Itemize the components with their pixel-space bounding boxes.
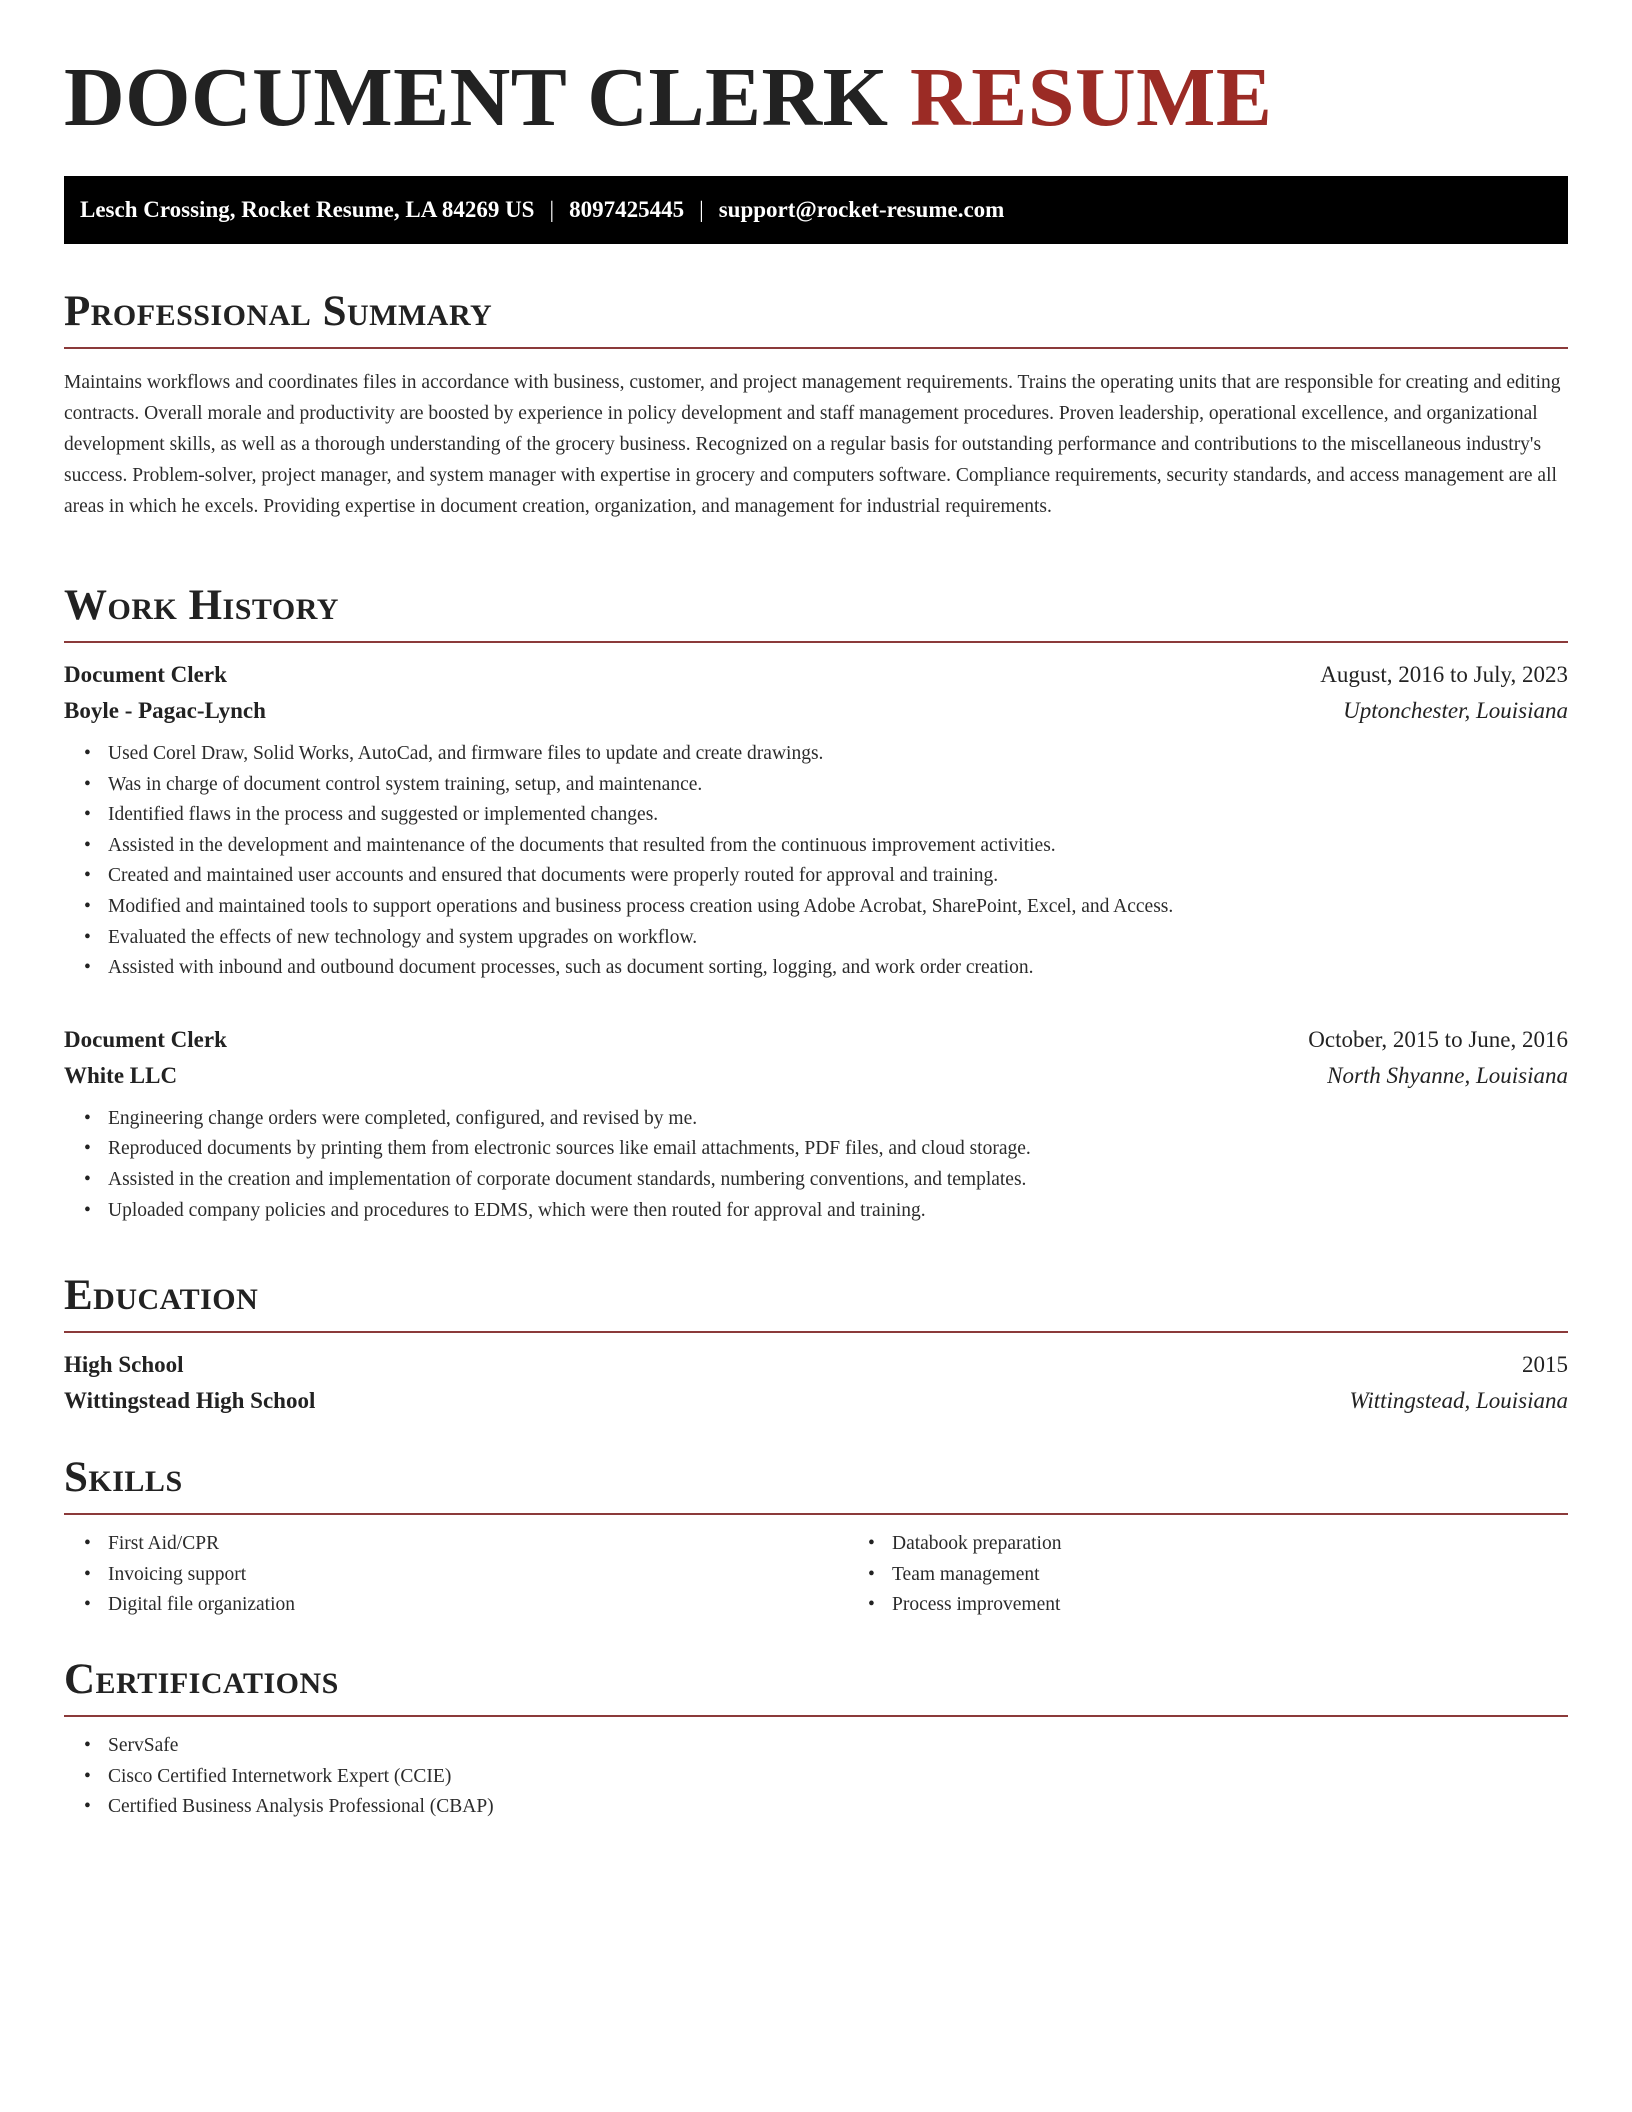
job-entry: [64, 1022, 1568, 1226]
section-summary: [64, 290, 1568, 522]
list-item: • Assisted in the creation and implementation of corporate document standards, numbering conventions, and templates.: [108, 1165, 1568, 1196]
job-company-row: [64, 1058, 1568, 1094]
education-school-row: [64, 1383, 1568, 1419]
job-entry: [64, 657, 1568, 984]
list-item: • Evaluated the effects of new technology and system upgrades on workflow.: [108, 923, 1568, 954]
list-item: • Engineering change orders were completed, configured, and revised by me.: [108, 1104, 1568, 1135]
contact-bar: [64, 176, 1568, 244]
contact-address: Lesch Crossing, Rocket Resume, LA 84269 US: [80, 197, 535, 222]
list-item: • ServSafe: [108, 1731, 1568, 1762]
skills-list-right: [848, 1529, 1632, 1621]
list-item: • Digital file organization: [108, 1590, 848, 1621]
job-dates: August, 2016 to July, 2023: [1320, 662, 1568, 687]
title-main: DOCUMENT CLERK: [64, 51, 889, 144]
section-education: [64, 1274, 1568, 1419]
job-location: North Shyanne, Louisiana: [1327, 1062, 1568, 1088]
section-divider: [64, 347, 1568, 349]
certifications-list: [64, 1731, 1568, 1823]
job-company: Boyle - Pagac-Lynch: [64, 698, 266, 723]
list-item: • Assisted in the development and maintenance of the documents that resulted from the continuous improvement activities.: [108, 831, 1568, 862]
section-certifications: [64, 1658, 1568, 1823]
list-item: • Was in charge of document control system training, setup, and maintenance.: [108, 770, 1568, 801]
job-title: Document Clerk: [64, 662, 227, 687]
skills-list-left: [64, 1529, 848, 1621]
job-location: Uptonchester, Louisiana: [1343, 698, 1568, 723]
education-location: Wittingstead, Louisiana: [1349, 1388, 1568, 1413]
contact-separator: |: [549, 197, 555, 222]
summary-text: Maintains workflows and coordinates files in accordance with business, customer, and project management requirements. Trains the operating units that are responsible for creating and editing contracts. Overall morale and productivity are boosted by experience in policy development and staff management procedures. Proven leadership, operational excellence, and organizational development skills, as well as a thorough understanding of the grocery business. Recognized on a regular basis for outstanding performance and contributions to the miscellaneous industry's success. Problem-solver, project manager, and system manager with expertise in grocery and computers software. Compliance requirements, security standards, and access management are all areas in which he excels. Providing expertise in document creation, organization, and management for industrial requirements.: [64, 372, 1561, 517]
list-item: • Modified and maintained tools to support operations and business process creation using Adobe Acrobat, SharePoint, Excel, and Access.: [108, 892, 1568, 923]
list-item: • Created and maintained user accounts and ensured that documents were properly routed for approval and training.: [108, 861, 1568, 892]
contact-separator: |: [699, 197, 704, 222]
list-item: • Invoicing support: [108, 1560, 848, 1591]
education-year: 2015: [1522, 1352, 1568, 1377]
section-title-certifications: Certifications: [64, 1656, 339, 1703]
section-divider: [64, 1331, 1568, 1333]
list-item: • Assisted with inbound and outbound document processes, such as document sorting, logging, and work order creation.: [108, 953, 1568, 984]
list-item: • Certified Business Analysis Professional (CBAP): [108, 1792, 1568, 1823]
section-title-skills: Skills: [64, 1454, 183, 1501]
job-header-row: [64, 1022, 1568, 1058]
section-title-education: Education: [64, 1272, 259, 1319]
list-item: • Cisco Certified Internetwork Expert (CCIE): [108, 1762, 1568, 1793]
job-company: White LLC: [64, 1062, 178, 1088]
list-item: • Uploaded company policies and procedures to EDMS, which were then routed for approval and training.: [108, 1196, 1568, 1227]
list-item: • Process improvement: [892, 1590, 1632, 1621]
education-header-row: [64, 1347, 1568, 1383]
resume-title: [64, 0, 1568, 144]
job-bullets: [64, 739, 1568, 984]
section-divider: [64, 1513, 1568, 1515]
education-entry: [64, 1347, 1568, 1419]
contact-email[interactable]: support@rocket-resume.com: [718, 197, 1005, 222]
job-title: Document Clerk: [64, 1026, 227, 1052]
section-divider: [64, 1715, 1568, 1717]
contact-phone[interactable]: 8097425445: [569, 197, 685, 222]
list-item: • Identified flaws in the process and suggested or implemented changes.: [108, 800, 1568, 831]
title-accent: RESUME: [910, 51, 1273, 144]
section-title-summary: Professional Summary: [64, 288, 493, 335]
section-skills: [64, 1456, 1568, 1621]
education-degree: High School: [64, 1352, 184, 1377]
list-item: • Reproduced documents by printing them from electronic sources like email attachments, PDF files, and cloud storage.: [108, 1134, 1568, 1165]
job-dates: October, 2015 to June, 2016: [1308, 1026, 1568, 1052]
section-work-history: [64, 584, 1568, 1226]
section-title-work: Work History: [64, 582, 339, 629]
list-item: • Used Corel Draw, Solid Works, AutoCad, and firmware files to update and create drawings.: [108, 739, 1568, 770]
section-divider: [64, 641, 1568, 643]
skills-grid: [64, 1529, 1568, 1621]
education-school: Wittingstead High School: [64, 1388, 316, 1413]
list-item: • Databook preparation: [892, 1529, 1632, 1560]
job-bullets: [64, 1104, 1568, 1226]
job-company-row: [64, 693, 1568, 729]
list-item: • Team management: [892, 1560, 1632, 1591]
job-header-row: [64, 657, 1568, 693]
list-item: • First Aid/CPR: [108, 1529, 848, 1560]
